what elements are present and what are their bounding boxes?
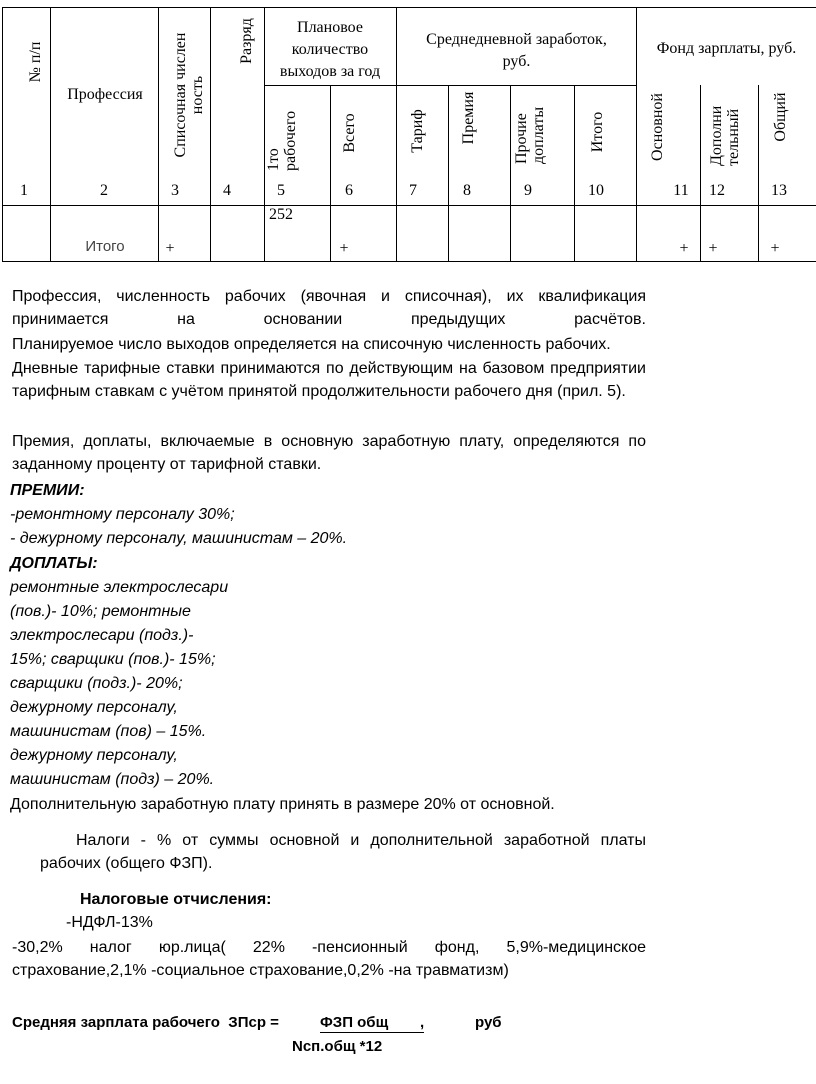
plus-col-3: +: [165, 240, 175, 257]
paragraph-taxes: Налоги - % от суммы основной и дополнительной заработной платы рабочих (общего ФЗП).: [40, 832, 646, 872]
header-num: № п/п: [27, 41, 44, 83]
col-num-9: 9: [524, 182, 532, 199]
header-planned-days: Плановое количество выходов за год: [279, 19, 381, 80]
header-additional: Дополни тельный: [708, 105, 742, 166]
doplaty-item: ремонтные электрослесари: [10, 579, 229, 596]
total-label: Итого: [85, 238, 125, 255]
header-list-count: Списочная числен ность: [172, 32, 206, 158]
col-num-11: 11: [673, 182, 689, 199]
premii-title: ПРЕМИИ:: [10, 482, 85, 499]
col-num-3: 3: [171, 182, 179, 199]
formula-denominator: Nсп.общ *12: [292, 1038, 383, 1055]
doplaty-item: электрослесари (подз.)-: [10, 627, 194, 644]
formula-label: Средняя зарплата рабочего ЗПср =: [12, 1014, 284, 1031]
col-num-7: 7: [409, 182, 417, 199]
formula-numerator: ФЗП общ: [320, 1014, 389, 1031]
paragraph-rates: Дневные тарифные ставки принимаются по действующим на базовом предприятии тарифным ставкам с учётом принятой продолжительности рабочего дня (прил. 5).: [12, 360, 646, 400]
premii-item: -ремонтному персоналу 30%;: [10, 506, 235, 523]
header-fund: Фонд зарплаты, руб.: [656, 40, 797, 57]
header-tariff: Тариф: [409, 109, 426, 153]
premii-item: - дежурному персоналу, машинистам – 20%.: [10, 530, 348, 547]
tax-list: -30,2% налог юр.лица( 22% -пенсионный фонд, 5,9%-медицинское страхование,2,1% -социальное страхование,0,2% -на травматизм): [12, 939, 646, 979]
col-num-10: 10: [588, 182, 604, 199]
paragraph-additional-pay: Дополнительную заработную плату принять в размере 20% от основной.: [10, 796, 555, 813]
doplaty-item: машинистам (подз) – 20%.: [10, 771, 215, 788]
col-num-8: 8: [463, 182, 471, 199]
col-num-2: 2: [100, 182, 108, 199]
salary-table: [0, 0, 816, 262]
days-value: 252: [269, 206, 293, 223]
plus-col-6: +: [339, 240, 349, 257]
paragraph-profession: Профессия, численность рабочих (явочная и списочная), их квалификация принимается на основании предыдущих расчётов.: [12, 288, 646, 328]
plus-col-11: +: [679, 240, 689, 257]
plus-col-13: +: [770, 240, 780, 257]
col-num-5: 5: [277, 182, 285, 199]
doplaty-item: дежурному персоналу,: [10, 747, 178, 764]
col-num-13: 13: [771, 182, 787, 199]
doplaty-title: ДОПЛАТЫ:: [10, 555, 98, 572]
header-avg-daily: Среднедневной заработок, руб.: [426, 31, 607, 70]
doplaty-item: машинистам (пов) – 15%.: [10, 723, 207, 740]
col-num-12: 12: [709, 182, 725, 199]
header-grade: Разряд: [238, 18, 255, 64]
header-total: Всего: [341, 113, 358, 153]
col-num-6: 6: [345, 182, 353, 199]
formula-comma: ,: [420, 1014, 425, 1031]
formula: [12, 1014, 572, 1064]
header-basic: Основной: [649, 93, 666, 161]
plus-col-12: +: [708, 240, 718, 257]
paragraph-bonus: Премия, доплаты, включаемые в основную заработную плату, определяются по заданному проценту от тарифной ставки.: [12, 433, 646, 473]
header-itogo: Итого: [589, 111, 606, 153]
ndfl-line: -НДФЛ-13%: [66, 914, 153, 931]
header-general: Общий: [772, 92, 789, 142]
header-bonus: Премия: [460, 91, 477, 145]
doplaty-item: (пов.)- 10%; ремонтные: [10, 603, 191, 620]
formula-unit: руб: [475, 1014, 502, 1031]
doplaty-item: 15%; сварщики (пов.)- 15%;: [10, 651, 216, 668]
header-profession: Профессия: [67, 86, 143, 103]
header-per-worker: 1то рабочего: [265, 110, 299, 171]
tax-title: Налоговые отчисления:: [80, 891, 272, 908]
col-num-4: 4: [223, 182, 231, 199]
col-num-1: 1: [20, 182, 28, 199]
doplaty-item: сварщики (подз.)- 20%;: [10, 675, 183, 692]
doplaty-item: дежурному персоналу,: [10, 699, 178, 716]
fraction-bar: [320, 1032, 424, 1033]
paragraph-days: Планируемое число выходов определяется на списочную численность рабочих.: [12, 336, 611, 353]
header-other: Прочие доплаты: [513, 106, 547, 164]
